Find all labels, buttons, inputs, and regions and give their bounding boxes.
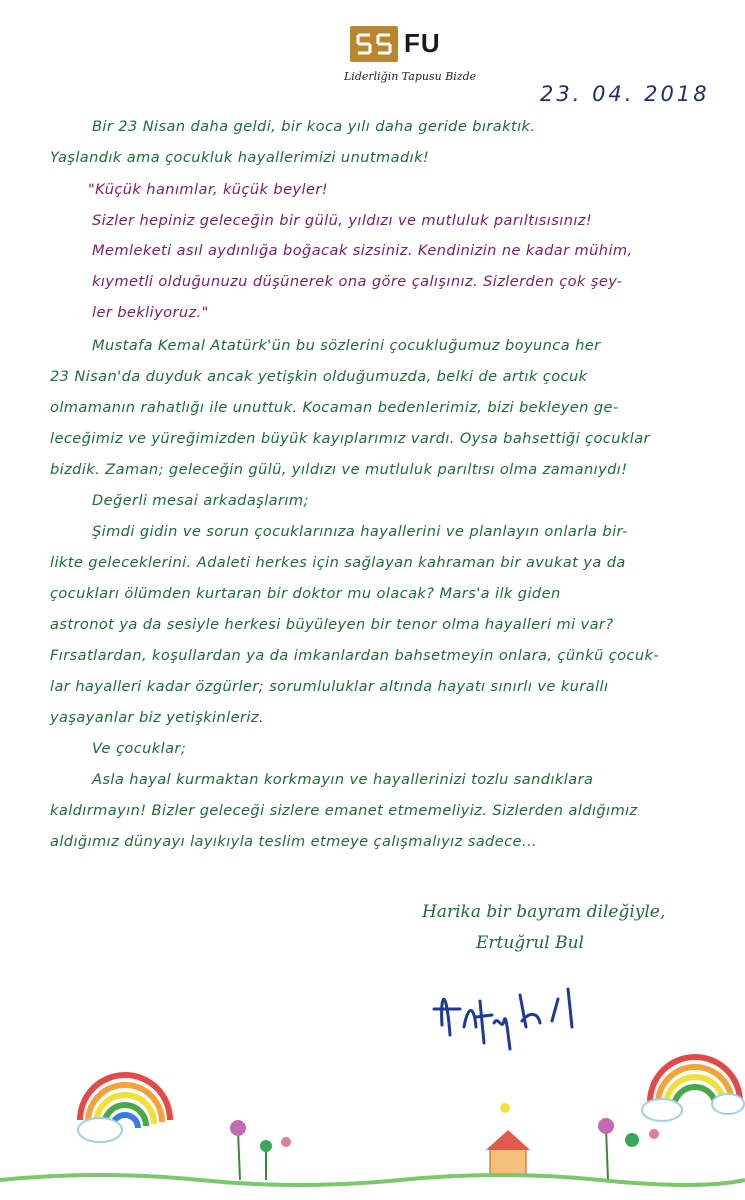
letter-line-23: kaldırmayın! Bizler geleceği sizlere emanet etmemeliyiz. Sizlerden aldığımız xyxy=(50,802,638,819)
letter-date: 23. 04. 2018 xyxy=(540,82,710,106)
closing-greeting: Harika bir bayram dileğiyle, xyxy=(422,902,666,922)
letter-line-9: 23 Nisan'da duyduk ancak yetişkin olduğumuzda, belki de artık çocuk xyxy=(50,368,588,385)
rainbow-left-icon xyxy=(78,1075,170,1142)
rainbow-right-icon xyxy=(642,1057,744,1121)
letter-line-14: Şimdi gidin ve sorun çocuklarınıza hayallerini ve planlayın onlarla bir- xyxy=(92,523,628,540)
letter-line-12: bizdik. Zaman; geleceğin gülü, yıldızı ve mutluluk parıltısı olma zamanıydı! xyxy=(50,461,628,478)
letter-line-2: Yaşlandık ama çocukluk hayallerimizi unutmadık! xyxy=(50,149,430,166)
letter-line-16: çocukları ölümden kurtaran bir doktor mu olacak? Mars'a ilk giden xyxy=(50,585,561,602)
decorative-illustration xyxy=(0,1030,745,1200)
letter-line-22: Asla hayal kurmaktan korkmayın ve hayallerinizi tozlu sandıklara xyxy=(92,771,594,788)
letter-line-13: Değerli mesai arkadaşlarım; xyxy=(92,492,309,509)
flowers-left-icon xyxy=(230,1120,291,1180)
letter-line-15: likte geleceklerini. Adaleti herkes için sağlayan kahraman bir avukat ya da xyxy=(50,554,626,571)
logo-mark-icon xyxy=(350,26,398,62)
letter-line-10: olmamanın rahatlığı ile unuttuk. Kocaman bedenlerimiz, bizi bekleyen ge- xyxy=(50,399,619,416)
letter-line-19: lar hayalleri kadar özgürler; sorumluluklar altında hayatı sınırlı ve kurallı xyxy=(50,678,609,695)
letter-line-20: yaşayanlar biz yetişkinleriz. xyxy=(50,709,264,726)
closing-name: Ertuğrul Bul xyxy=(476,933,584,953)
house-icon xyxy=(486,1103,530,1176)
letter-line-24: aldığımız dünyayı layıkıyla teslim etmeye çalışmalıyız sadece... xyxy=(50,833,538,850)
letter-line-4: Sizler hepiniz geleceğin bir gülü, yıldızı ve mutluluk parıltısısınız! xyxy=(92,212,593,229)
letter-line-7: ler bekliyoruz." xyxy=(92,304,209,321)
letter-line-1: Bir 23 Nisan daha geldi, bir koca yılı daha geride bıraktık. xyxy=(92,118,536,135)
letter-line-18: Fırsatlardan, koşullardan ya da imkanlardan bahsetmeyin onlara, çünkü çocuk- xyxy=(50,647,660,664)
letter-line-21: Ve çocuklar; xyxy=(92,740,187,757)
logo-slogan: Liderliğin Tapusu Bizde xyxy=(344,70,477,83)
logo-brand: FU xyxy=(404,28,441,58)
letter-line-3: "Küçük hanımlar, küçük beyler! xyxy=(88,181,328,198)
flowers-right-icon xyxy=(598,1118,659,1180)
letter-line-6: kıymetli olduğunuzu düşünerek ona göre çalışınız. Sizlerden çok şey- xyxy=(92,273,623,290)
grass-icon xyxy=(0,1175,745,1185)
letter-line-8: Mustafa Kemal Atatürk'ün bu sözlerini çocukluğumuz boyunca her xyxy=(92,337,601,354)
company-logo xyxy=(340,20,477,90)
letter-line-11: leceğimiz ve yüreğimizden büyük kayıplarımız vardı. Oysa bahsettiği çocuklar xyxy=(50,430,650,447)
letter-line-5: Memleketi asıl aydınlığa boğacak sizsiniz. Kendinizin ne kadar mühim, xyxy=(92,242,633,259)
letter-line-17: astronot ya da sesiyle herkesi büyüleyen bir tenor olma hayalleri mi var? xyxy=(50,616,614,633)
